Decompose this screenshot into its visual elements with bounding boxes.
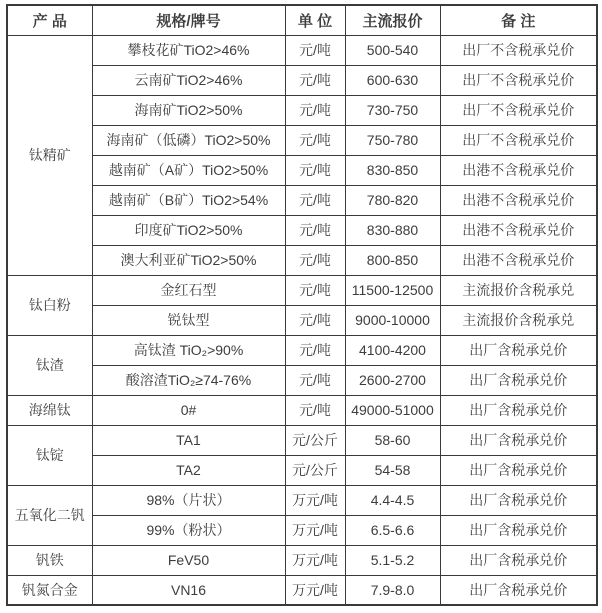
unit-cell: 元/吨 <box>285 95 345 125</box>
spec-cell: 金红石型 <box>92 275 285 305</box>
spec-cell: TA1 <box>92 425 285 455</box>
note-cell: 出港不含税承兑价 <box>440 185 597 215</box>
unit-cell: 元/吨 <box>285 245 345 275</box>
unit-cell: 元/公斤 <box>285 455 345 485</box>
price-cell: 830-850 <box>345 155 440 185</box>
price-table-body <box>7 35 597 605</box>
product-cell: 钛白粉 <box>7 275 92 335</box>
spec-cell: 锐钛型 <box>92 305 285 335</box>
product-cell: 钒氮合金 <box>7 575 92 605</box>
table-row <box>7 395 597 425</box>
table-row <box>7 515 597 545</box>
table-row <box>7 275 597 305</box>
spec-cell: 攀枝花矿TiO2>46% <box>92 35 285 65</box>
note-cell: 出厂含税承兑价 <box>440 545 597 575</box>
header-spec: 规格/牌号 <box>92 5 285 35</box>
table-row <box>7 455 597 485</box>
spec-cell: 云南矿TiO2>46% <box>92 65 285 95</box>
spec-cell: VN16 <box>92 575 285 605</box>
header-note: 备 注 <box>440 5 597 35</box>
price-cell: 2600-2700 <box>345 365 440 395</box>
price-cell: 6.5-6.6 <box>345 515 440 545</box>
note-cell: 出厂不含税承兑价 <box>440 125 597 155</box>
spec-cell: 澳大利亚矿TiO2>50% <box>92 245 285 275</box>
table-row <box>7 425 597 455</box>
product-cell: 钛精矿 <box>7 35 92 275</box>
unit-cell: 万元/吨 <box>285 515 345 545</box>
price-cell: 5.1-5.2 <box>345 545 440 575</box>
header-price: 主流报价 <box>345 5 440 35</box>
product-cell: 钛渣 <box>7 335 92 395</box>
unit-cell: 万元/吨 <box>285 575 345 605</box>
unit-cell: 万元/吨 <box>285 485 345 515</box>
note-cell: 出厂含税承兑价 <box>440 485 597 515</box>
table-row <box>7 365 597 395</box>
note-cell: 出厂含税承兑价 <box>440 425 597 455</box>
note-cell: 出港不含税承兑价 <box>440 245 597 275</box>
spec-cell: 高钛渣 TiO₂>90% <box>92 335 285 365</box>
note-cell: 出厂含税承兑价 <box>440 455 597 485</box>
price-cell: 11500-12500 <box>345 275 440 305</box>
price-cell: 4100-4200 <box>345 335 440 365</box>
table-row <box>7 35 597 65</box>
price-cell: 54-58 <box>345 455 440 485</box>
note-cell: 出港不含税承兑价 <box>440 215 597 245</box>
unit-cell: 元/公斤 <box>285 425 345 455</box>
note-cell: 出港不含税承兑价 <box>440 155 597 185</box>
price-cell: 58-60 <box>345 425 440 455</box>
price-cell: 9000-10000 <box>345 305 440 335</box>
note-cell: 出厂不含税承兑价 <box>440 95 597 125</box>
unit-cell: 元/吨 <box>285 185 345 215</box>
note-cell: 出厂含税承兑价 <box>440 575 597 605</box>
price-cell: 800-850 <box>345 245 440 275</box>
table-row <box>7 215 597 245</box>
note-cell: 出厂不含税承兑价 <box>440 65 597 95</box>
note-cell: 主流报价含税承兑 <box>440 305 597 335</box>
spec-cell: 印度矿TiO2>50% <box>92 215 285 245</box>
table-row <box>7 245 597 275</box>
table-row <box>7 65 597 95</box>
spec-cell: 酸溶渣TiO₂≥74-76% <box>92 365 285 395</box>
product-cell: 海绵钛 <box>7 395 92 425</box>
note-cell: 出厂含税承兑价 <box>440 365 597 395</box>
spec-cell: 越南矿（A矿）TiO2>50% <box>92 155 285 185</box>
price-cell: 830-880 <box>345 215 440 245</box>
table-row <box>7 185 597 215</box>
spec-cell: 海南矿TiO2>50% <box>92 95 285 125</box>
unit-cell: 万元/吨 <box>285 545 345 575</box>
price-table-container <box>6 4 598 606</box>
header-product: 产 品 <box>7 5 92 35</box>
table-row <box>7 95 597 125</box>
table-row <box>7 305 597 335</box>
price-cell: 49000-51000 <box>345 395 440 425</box>
note-cell: 出厂不含税承兑价 <box>440 35 597 65</box>
price-table-head <box>7 5 597 35</box>
note-cell: 主流报价含税承兑 <box>440 275 597 305</box>
unit-cell: 元/吨 <box>285 155 345 185</box>
unit-cell: 元/吨 <box>285 335 345 365</box>
spec-cell: 0# <box>92 395 285 425</box>
price-cell: 7.9-8.0 <box>345 575 440 605</box>
price-cell: 750-780 <box>345 125 440 155</box>
unit-cell: 元/吨 <box>285 365 345 395</box>
spec-cell: FeV50 <box>92 545 285 575</box>
price-cell: 4.4-4.5 <box>345 485 440 515</box>
product-cell: 五氧化二钒 <box>7 485 92 545</box>
header-unit: 单 位 <box>285 5 345 35</box>
spec-cell: 海南矿（低磷）TiO2>50% <box>92 125 285 155</box>
note-cell: 出厂含税承兑价 <box>440 335 597 365</box>
unit-cell: 元/吨 <box>285 125 345 155</box>
spec-cell: TA2 <box>92 455 285 485</box>
product-cell: 钒铁 <box>7 545 92 575</box>
spec-cell: 越南矿（B矿）TiO2>54% <box>92 185 285 215</box>
header-row <box>7 5 597 35</box>
unit-cell: 元/吨 <box>285 215 345 245</box>
unit-cell: 元/吨 <box>285 275 345 305</box>
price-cell: 600-630 <box>345 65 440 95</box>
unit-cell: 元/吨 <box>285 395 345 425</box>
spec-cell: 98%（片状） <box>92 485 285 515</box>
note-cell: 出厂含税承兑价 <box>440 395 597 425</box>
table-row <box>7 545 597 575</box>
spec-cell: 99%（粉状） <box>92 515 285 545</box>
product-cell: 钛锭 <box>7 425 92 485</box>
unit-cell: 元/吨 <box>285 65 345 95</box>
price-cell: 780-820 <box>345 185 440 215</box>
price-cell: 500-540 <box>345 35 440 65</box>
unit-cell: 元/吨 <box>285 305 345 335</box>
table-row <box>7 335 597 365</box>
table-row <box>7 485 597 515</box>
table-row <box>7 125 597 155</box>
note-cell: 出厂含税承兑价 <box>440 515 597 545</box>
table-row <box>7 155 597 185</box>
unit-cell: 元/吨 <box>285 35 345 65</box>
price-table <box>6 4 598 606</box>
table-row <box>7 575 597 605</box>
price-cell: 730-750 <box>345 95 440 125</box>
